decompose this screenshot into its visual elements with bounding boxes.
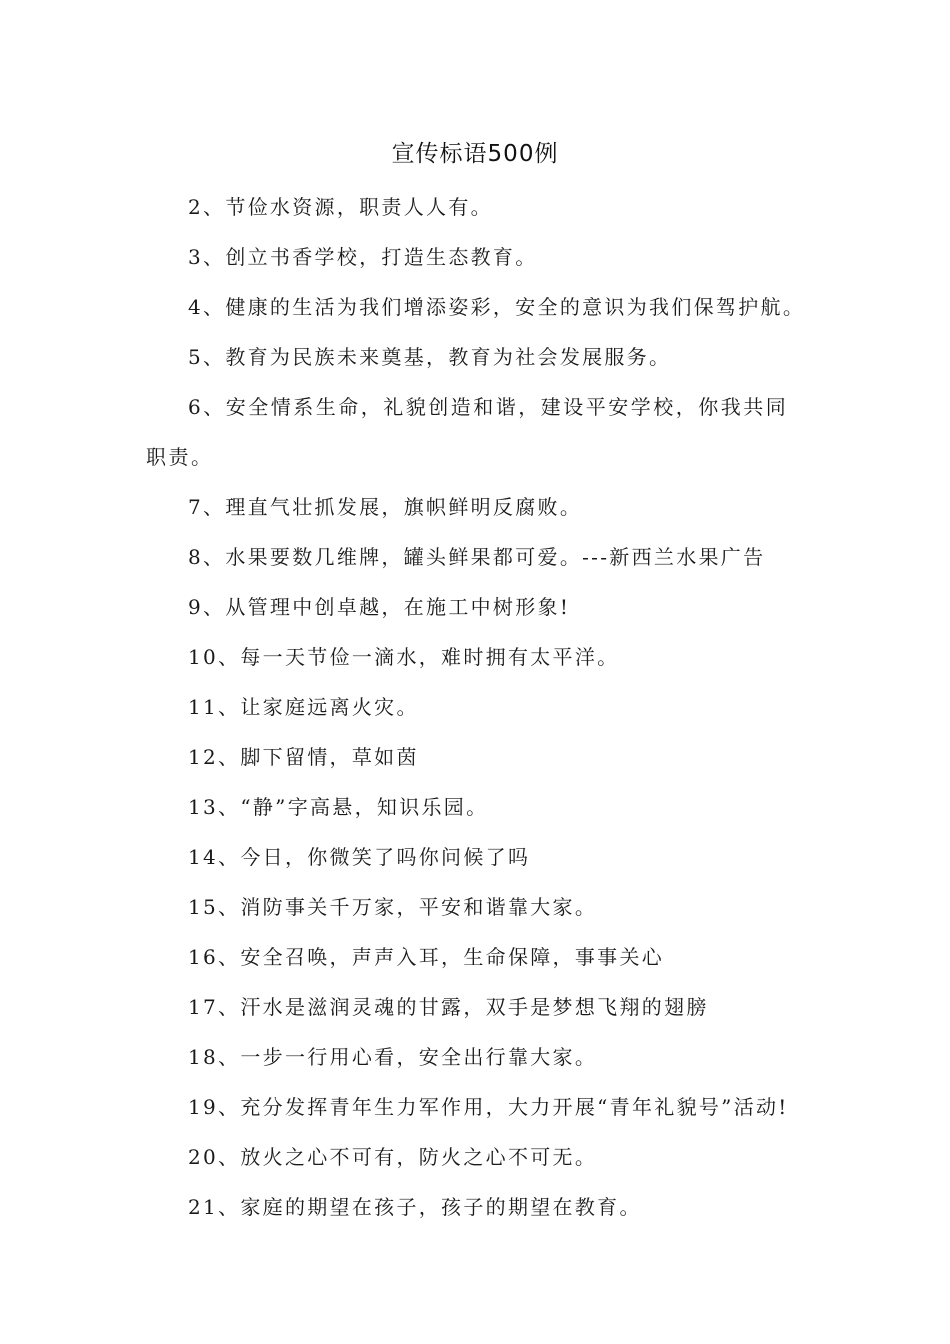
list-item: 14、今日，你微笑了吗你问候了吗 <box>188 845 531 869</box>
list-item: 5、教育为民族未来奠基，教育为社会发展服务。 <box>188 345 672 369</box>
list-item: 7、理直气壮抓发展，旗帜鲜明反腐败。 <box>188 495 583 519</box>
list-item: 21、家庭的期望在孩子，孩子的期望在教育。 <box>188 1195 642 1219</box>
list-item: 18、一步一行用心看，安全出行靠大家。 <box>188 1045 598 1069</box>
list-item: 16、安全召唤，声声入耳，生命保障，事事关心 <box>188 945 665 969</box>
list-item: 6、安全情系生命，礼貌创造和谐，建设平安学校，你我共同职责。 <box>146 395 789 469</box>
list-item: 17、汗水是滋润灵魂的甘露，双手是梦想飞翔的翅膀 <box>188 995 709 1019</box>
list-item: 3、创立书香学校，打造生态教育。 <box>188 245 538 269</box>
list-item: 9、从管理中创卓越，在施工中树形象! <box>188 595 571 619</box>
list-item: 4、健康的生活为我们增添姿彩，安全的意识为我们保驾护航。 <box>188 295 806 319</box>
list-item: 19、充分发挥青年生力军作用，大力开展“青年礼貌号”活动! <box>188 1095 789 1119</box>
list-item: 10、每一天节俭一滴水，难时拥有太平洋。 <box>188 645 620 669</box>
list-item: 8、水果要数几维牌，罐头鲜果都可爱。---新西兰水果广告 <box>188 545 766 569</box>
list-item: 20、放火之心不可有，防火之心不可无。 <box>188 1145 598 1169</box>
document-title: 宣传标语500例 <box>391 141 559 167</box>
slogan-list <box>146 182 810 1232</box>
list-item: 13、“静”字高悬，知识乐园。 <box>188 795 489 819</box>
list-item: 12、脚下留情，草如茵 <box>188 745 419 769</box>
list-item: 15、消防事关千万家，平安和谐靠大家。 <box>188 895 598 919</box>
list-item: 11、让家庭远离火灾。 <box>188 695 419 719</box>
list-item: 2、节俭水资源，职责人人有。 <box>188 195 493 219</box>
